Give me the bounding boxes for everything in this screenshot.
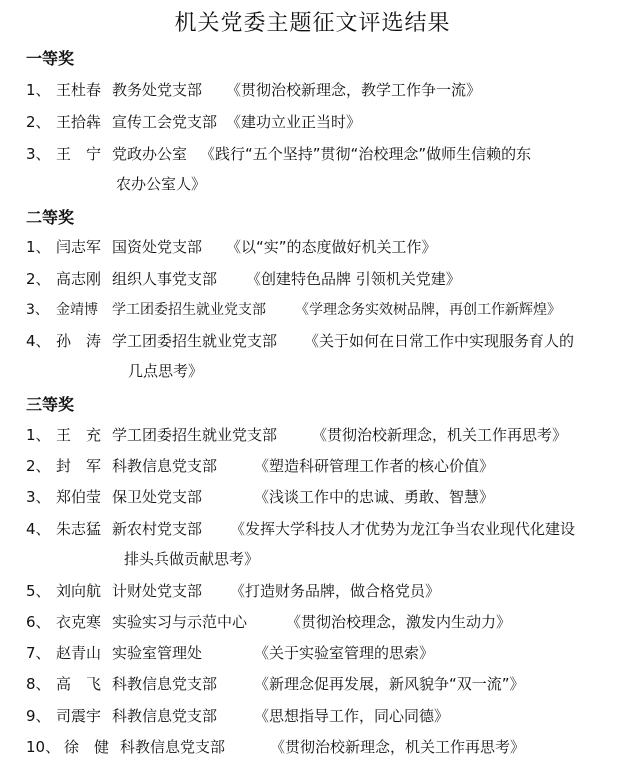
entry-number: 3、 [26,145,51,163]
entry-essay: 《贯彻治校新理念，机关工作再思考》 [312,426,568,444]
entry-unit: 国资处党支部 [112,238,203,256]
entry-number: 4、 [26,520,51,538]
entry-essay: 《发挥大学科技人才优势为龙江争当农业现代化建设 [230,520,576,538]
list-item [26,642,617,663]
entry-unit: 学工团委招生就业党支部 [112,426,278,444]
list-item [26,518,617,539]
entry-number: 2、 [26,113,51,131]
list-item [26,486,617,507]
entry-number: 3、 [26,488,51,506]
entry-name: 王杜春 [56,81,102,99]
entry-unit: 党政办公室 [112,145,188,163]
entry-unit: 科教信息党支部 [112,675,218,693]
entry-unit: 新农村党支部 [112,520,203,538]
entry-unit: 科教信息党支部 [112,457,218,475]
list-item [26,143,617,164]
list-item [26,736,617,757]
section-heading-first-prize: 一等奖 [26,49,75,68]
entry-number: 10、 [26,738,61,756]
entry-name: 徐 健 [64,738,110,756]
entry-essay: 《塑造科研管理工作者的核心价值》 [254,457,495,475]
entry-number: 1、 [26,238,51,256]
entry-number: 5、 [26,582,51,600]
entry-essay: 《建功立业正当时》 [226,113,362,131]
entry-name: 郑伯莹 [56,488,102,506]
entry-essay: 《打造财务品牌，做合格党员》 [230,582,441,600]
section-heading-second-prize: 二等奖 [26,208,75,227]
entry-number: 3、 [26,302,49,318]
list-item [26,424,617,445]
entry-essay: 《浅谈工作中的忠诚、勇敢、智慧》 [254,488,495,506]
list-item [26,455,617,476]
entry-essay: 《贯彻治校理念，激发内生动力》 [286,613,512,631]
entry-unit: 组织人事党支部 [112,270,218,288]
entry-number: 2、 [26,457,51,475]
entry-name: 赵青山 [56,644,102,662]
list-item [26,673,617,694]
entry-essay-continued: 几点思考》 [128,362,204,380]
entry-unit: 科教信息党支部 [112,707,218,725]
entry-essay-continued: 排头兵做贡献思考》 [124,550,260,568]
entry-unit: 教务处党支部 [112,81,203,99]
entry-name: 朱志猛 [56,520,102,538]
entry-essay-continued: 农办公室人》 [116,175,207,193]
entry-name: 高志刚 [56,270,102,288]
entry-name: 王拾犇 [56,113,102,131]
entry-essay: 《以“实”的态度做好机关工作》 [226,238,437,256]
entry-essay: 《贯彻治校新理念，教学工作争一流》 [226,81,482,99]
entry-essay: 《思想指导工作，同心同德》 [254,707,450,725]
entry-name: 孙 涛 [56,332,102,350]
entry-essay: 《创建特色品牌 引领机关党建》 [246,270,461,288]
entry-unit: 宣传工会党支部 [112,113,218,131]
entry-number: 2、 [26,270,51,288]
entry-unit: 计财处党支部 [112,582,203,600]
entry-name: 金靖博 [56,302,98,318]
entry-number: 1、 [26,81,51,99]
entry-essay: 《新理念促再发展，新风貌争“双一流”》 [254,675,525,693]
entry-essay: 《关于实验室管理的思索》 [254,644,435,662]
entry-name: 闫志军 [56,238,102,256]
entry-number: 8、 [26,675,51,693]
entry-essay: 《关于如何在日常工作中实现服务育人的 [304,332,575,350]
section-heading-third-prize: 三等奖 [26,395,75,414]
entry-name: 司震宇 [56,707,102,725]
list-item [26,111,617,132]
entry-name: 刘向航 [56,582,102,600]
entry-name: 高 飞 [56,675,102,693]
entry-essay: 《贯彻治校新理念，机关工作再思考》 [270,738,526,756]
entry-number: 4、 [26,332,51,350]
entry-name: 王 充 [56,426,102,444]
entry-number: 1、 [26,426,51,444]
list-item [26,236,617,257]
entry-number: 9、 [26,707,51,725]
list-item [26,268,617,289]
entry-unit: 保卫处党支部 [112,488,203,506]
entry-unit: 实验实习与示范中心 [112,613,248,631]
entry-unit: 科教信息党支部 [120,738,226,756]
list-item [26,580,617,601]
list-item [26,79,617,100]
entry-essay: 《践行“五个坚持”贯彻“治校理念”做师生信赖的东 [200,145,532,163]
page-title: 机关党委主题征文评选结果 [174,11,451,36]
entry-unit: 实验室管理处 [112,644,203,662]
entry-name: 王 宁 [56,145,102,163]
list-item [26,611,617,632]
list-item [26,299,617,319]
list-item [26,705,617,726]
entry-name: 封 军 [56,457,102,475]
entry-name: 衣克寒 [56,613,102,631]
entry-number: 7、 [26,644,51,662]
entry-essay: 《学理念务实效树品牌，再创工作新辉煌》 [295,302,561,318]
entry-unit: 学工团委招生就业党支部 [112,332,278,350]
entry-unit: 学工团委招生就业党支部 [112,302,266,318]
list-item [26,330,617,351]
entry-number: 6、 [26,613,51,631]
